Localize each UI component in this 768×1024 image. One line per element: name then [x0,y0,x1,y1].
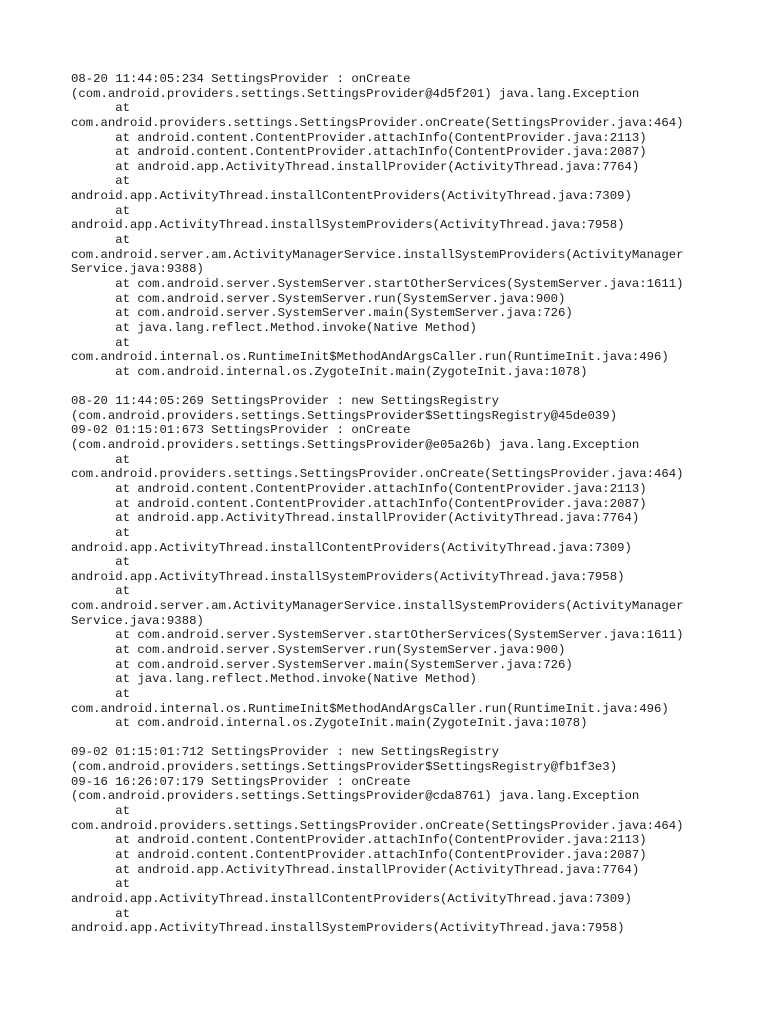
log-line: at com.android.server.SystemServer.startOtherServices(SystemServer.java:1611) [71,628,684,643]
log-line: at [71,804,131,819]
log-line: android.app.ActivityThread.installSystemProviders(ActivityThread.java:7958) [71,569,625,584]
log-line: at [71,686,131,701]
log-line: at android.app.ActivityThread.installProvider(ActivityThread.java:7764) [71,159,640,174]
log-line: android.app.ActivityThread.installSystemProviders(ActivityThread.java:7958) [71,921,625,936]
log-line: (com.android.providers.settings.SettingsProvider@4d5f201) java.lang.Exception [71,86,640,101]
log-line: (com.android.providers.settings.SettingsProvider$SettingsRegistry@45de039) [71,408,618,423]
log-line: at java.lang.reflect.Method.invoke(Native Method) [71,320,477,335]
log-line: at com.android.internal.os.ZygoteInit.main(ZygoteInit.java:1078) [71,364,588,379]
log-line: 08-20 11:44:05:269 SettingsProvider : new SettingsRegistry [71,394,500,409]
log-line: (com.android.providers.settings.SettingsProvider@e05a26b) java.lang.Exception [71,438,640,453]
log-line: at [71,525,131,540]
log-line: at com.android.internal.os.ZygoteInit.main(ZygoteInit.java:1078) [71,716,588,731]
log-line: android.app.ActivityThread.installContentProviders(ActivityThread.java:7309) [71,189,632,204]
log-line: com.android.providers.settings.SettingsProvider.onCreate(SettingsProvider.java:464) [71,467,684,482]
log-line: Service.java:9388) [71,262,204,277]
log-line: at com.android.server.SystemServer.main(SystemServer.java:726) [71,306,573,321]
log-line: 09-02 01:15:01:712 SettingsProvider : new SettingsRegistry [71,745,500,760]
block-separator [71,379,711,394]
log-line: 09-02 01:15:01:673 SettingsProvider : onCreate [71,423,411,438]
log-line: at [71,101,131,116]
log-line: at android.app.ActivityThread.installProvider(ActivityThread.java:7764) [71,511,640,526]
log-line: at android.content.ContentProvider.attachInfo(ContentProvider.java:2113) [71,130,647,145]
log-line: com.android.providers.settings.SettingsProvider.onCreate(SettingsProvider.java:464) [71,115,684,130]
log-line: 09-16 16:26:07:179 SettingsProvider : onCreate [71,774,411,789]
log-line: at [71,335,131,350]
log-line: at [71,555,131,570]
log-line: Service.java:9388) [71,613,204,628]
log-line: com.android.internal.os.RuntimeInit$MethodAndArgsCaller.run(RuntimeInit.java:496) [71,701,669,716]
log-line: (com.android.providers.settings.SettingsProvider@cda8761) java.lang.Exception [71,789,640,804]
log-line: at [71,906,131,921]
log-line: com.android.server.am.ActivityManagerService.installSystemProviders(ActivityManager [71,247,684,262]
log-line: at android.content.ContentProvider.attachInfo(ContentProvider.java:2087) [71,847,647,862]
log-line: android.app.ActivityThread.installContentProviders(ActivityThread.java:7309) [71,891,632,906]
log-line: 08-20 11:44:05:234 SettingsProvider : onCreate [71,72,411,86]
log-line: at com.android.server.SystemServer.startOtherServices(SystemServer.java:1611) [71,276,684,291]
log-line: at java.lang.reflect.Method.invoke(Native Method) [71,672,477,687]
block-separator [71,731,711,746]
log-line: com.android.providers.settings.SettingsProvider.onCreate(SettingsProvider.java:464) [71,818,684,833]
log-line: at [71,452,131,467]
log-line: at android.content.ContentProvider.attachInfo(ContentProvider.java:2113) [71,481,647,496]
log-line: at [71,174,131,189]
log-line: at android.app.ActivityThread.installProvider(ActivityThread.java:7764) [71,862,640,877]
log-line: at [71,203,131,218]
log-line: at android.content.ContentProvider.attachInfo(ContentProvider.java:2087) [71,496,647,511]
log-line: at android.content.ContentProvider.attachInfo(ContentProvider.java:2087) [71,145,647,160]
log-line: at com.android.server.SystemServer.run(SystemServer.java:900) [71,642,566,657]
log-line: at [71,233,131,248]
log-line: at [71,584,131,599]
log-line: com.android.server.am.ActivityManagerService.installSystemProviders(ActivityManager [71,599,684,614]
log-line: android.app.ActivityThread.installSystemProviders(ActivityThread.java:7958) [71,218,625,233]
log-line: at [71,877,131,892]
log-line: com.android.internal.os.RuntimeInit$MethodAndArgsCaller.run(RuntimeInit.java:496) [71,350,669,365]
log-line: at com.android.server.SystemServer.main(SystemServer.java:726) [71,657,573,672]
log-line: (com.android.providers.settings.SettingsProvider$SettingsRegistry@fb1f3e3) [71,760,618,775]
log-line: at android.content.ContentProvider.attachInfo(ContentProvider.java:2113) [71,833,647,848]
log-line: at com.android.server.SystemServer.run(SystemServer.java:900) [71,291,566,306]
log-text [71,72,711,936]
log-line: android.app.ActivityThread.installContentProviders(ActivityThread.java:7309) [71,540,632,555]
